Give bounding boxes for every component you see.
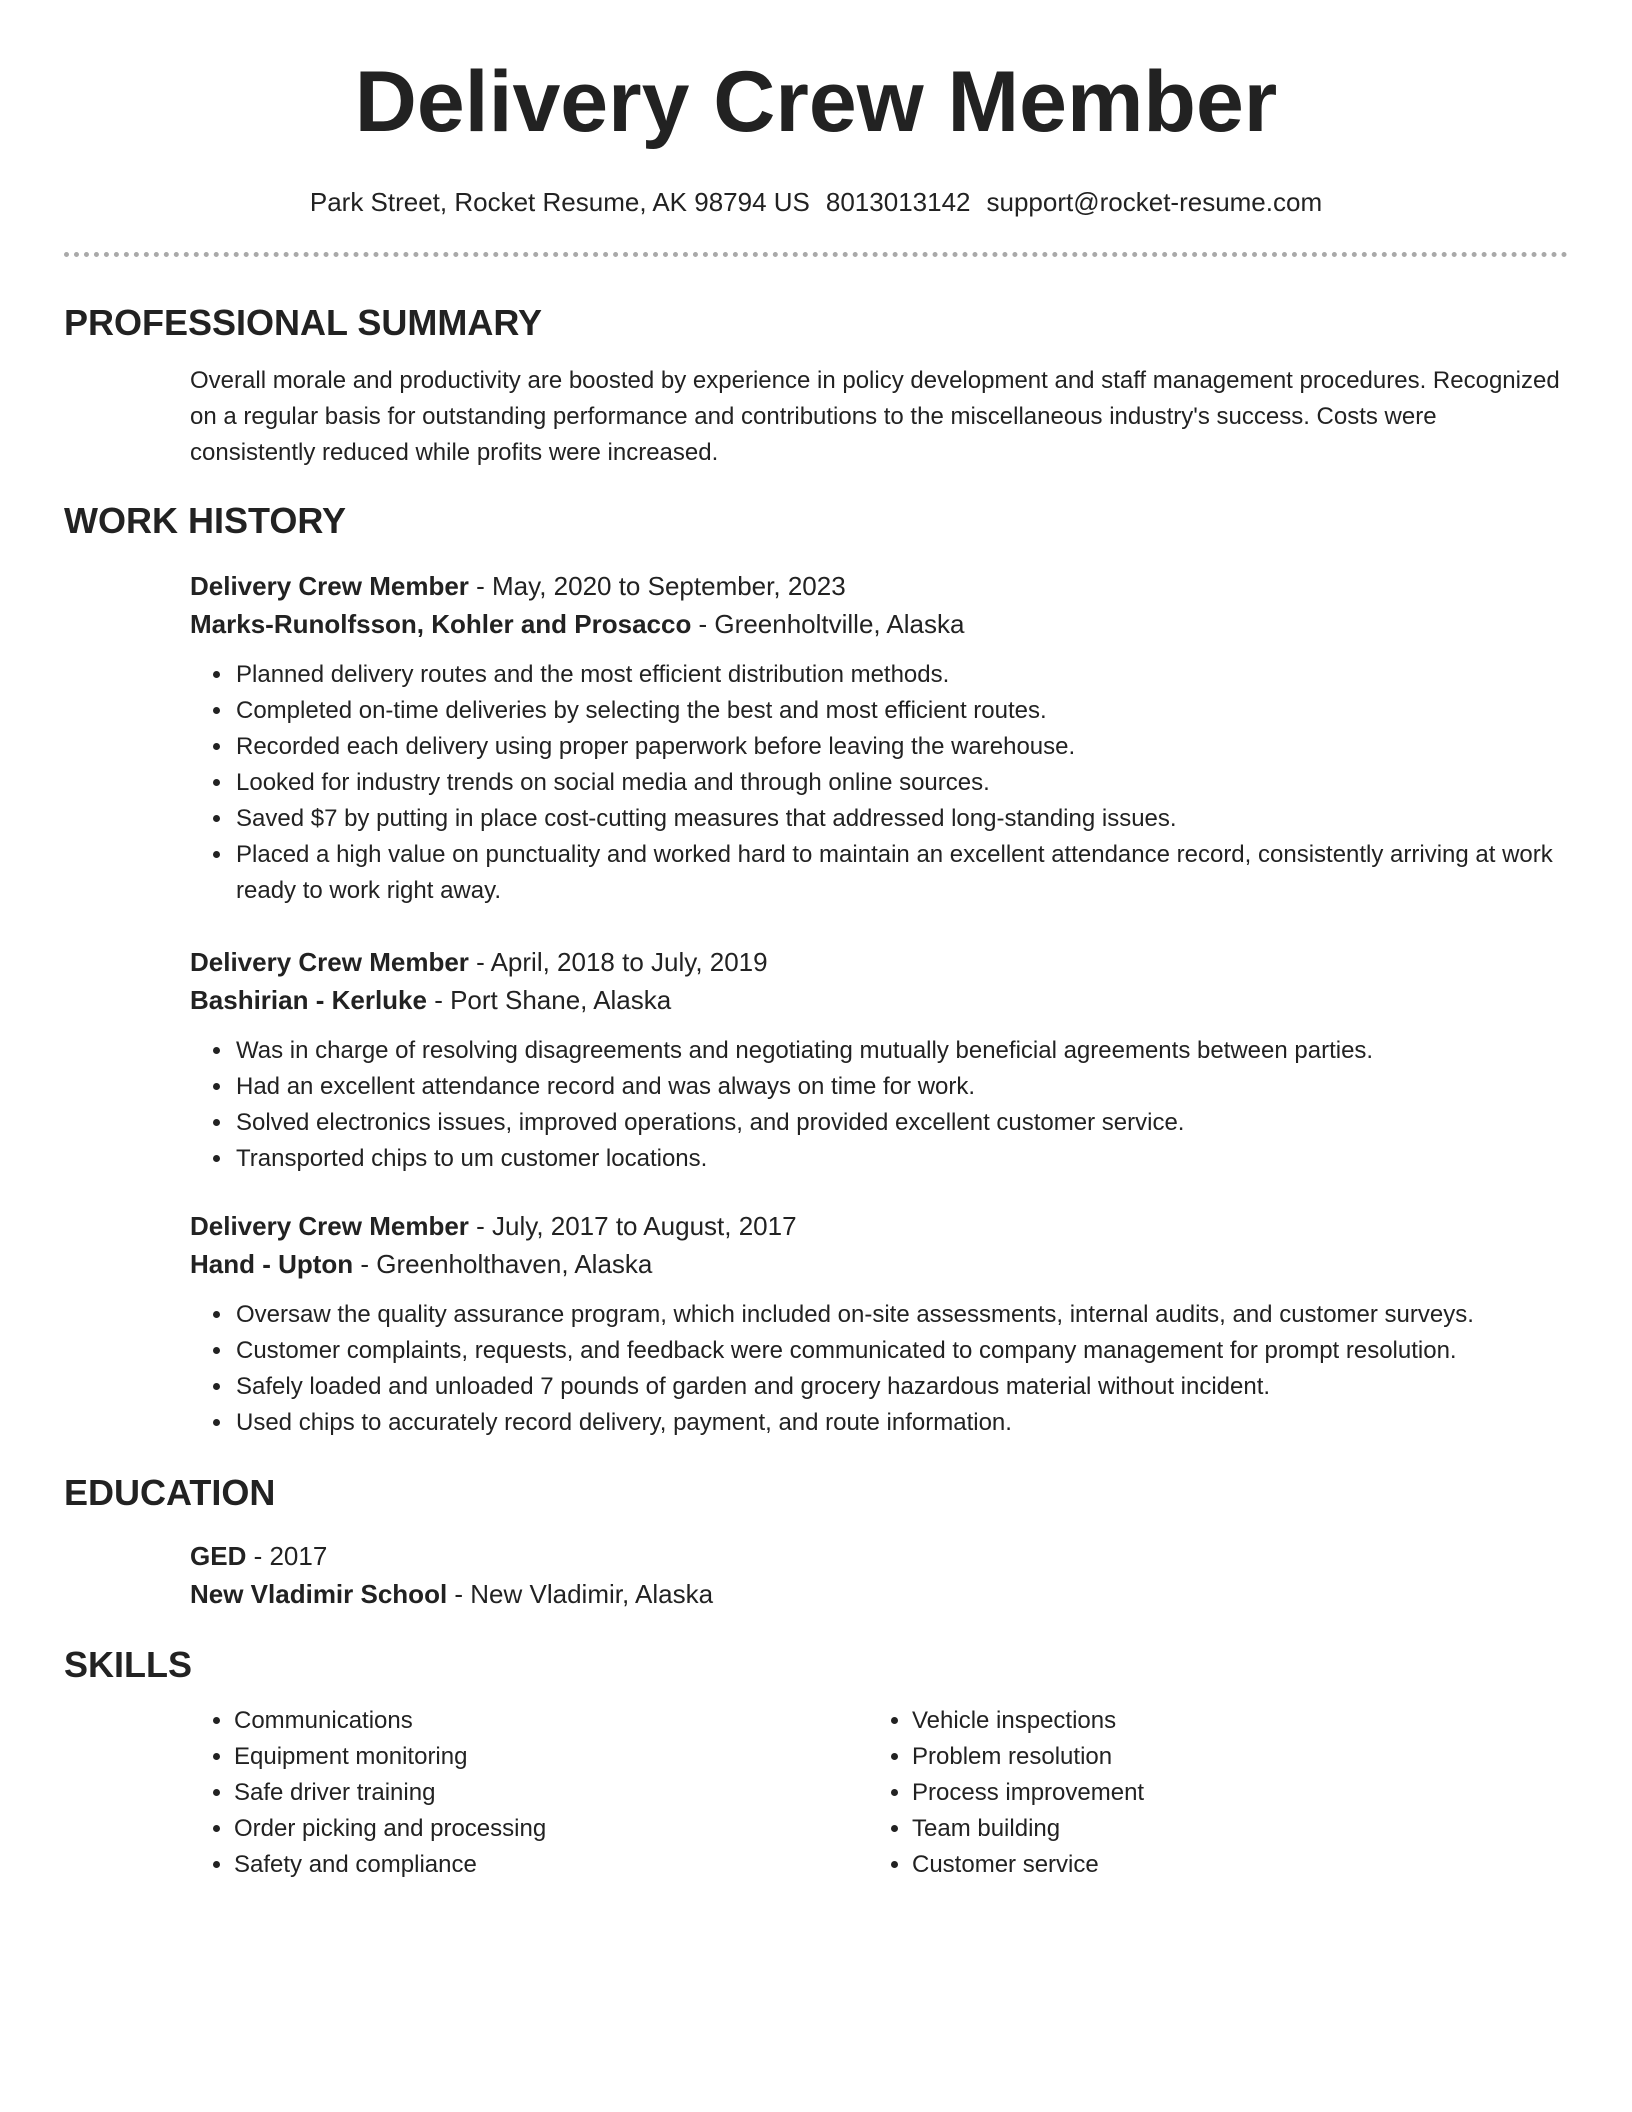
section-title-skills: SKILLS — [64, 1644, 193, 1685]
job-bullet: • Transported chips to um customer locations. — [234, 1141, 1568, 1177]
job-company-line — [64, 981, 1568, 1019]
job-dates: - April, 2018 to July, 2019 — [468, 947, 768, 977]
job-dates: - July, 2017 to August, 2017 — [468, 1211, 797, 1241]
skills-columns — [64, 1703, 1568, 1883]
skill-item: • Order picking and processing — [234, 1811, 742, 1847]
skill-item: • Equipment monitoring — [234, 1739, 742, 1775]
job-location: - Port Shane, Alaska — [426, 985, 672, 1015]
education-location: - New Vladimir, Alaska — [447, 1579, 714, 1609]
job-dates: - May, 2020 to September, 2023 — [468, 571, 846, 601]
job-bullet: • Saved $7 by putting in place cost-cutting measures that addressed long-standing issues. — [234, 801, 1568, 837]
contact-line — [64, 186, 1568, 218]
skill-item: • Team building — [912, 1811, 1424, 1847]
job-bullet: • Oversaw the quality assurance program, which included on-site assessments, internal audits, and customer surveys. — [234, 1297, 1568, 1333]
contact-address: Park Street, Rocket Resume, AK 98794 US — [309, 187, 810, 217]
job-bullet: • Had an excellent attendance record and was always on time for work. — [234, 1069, 1568, 1105]
education-entry — [64, 1537, 1568, 1613]
contact-phone: 8013013142 — [825, 187, 971, 217]
job-company-line — [64, 605, 1568, 643]
job-entry — [64, 943, 1568, 1177]
job-company: Marks-Runolfsson, Kohler and Prosacco — [190, 609, 692, 639]
skill-item: • Vehicle inspections — [912, 1703, 1424, 1739]
job-company: Hand - Upton — [190, 1249, 354, 1279]
job-bullet: • Used chips to accurately record delivery, payment, and route information. — [234, 1405, 1568, 1441]
summary-text: Overall morale and productivity are boosted by experience in policy development and staff management procedures. Recognized on a regular basis for outstanding performance and contributions to the miscellaneous industry's success. Costs were consistently reduced while profits were increased. — [190, 367, 1560, 466]
job-title-line — [64, 943, 1568, 981]
skills-list-right — [742, 1703, 1424, 1883]
job-bullets — [64, 1297, 1568, 1441]
job-entry — [64, 567, 1568, 909]
job-title-line — [64, 567, 1568, 605]
section-title-education: EDUCATION — [64, 1472, 276, 1513]
skill-item: • Problem resolution — [912, 1739, 1424, 1775]
skill-item: • Process improvement — [912, 1775, 1424, 1811]
job-role: Delivery Crew Member — [190, 947, 469, 977]
job-bullet: • Safely loaded and unloaded 7 pounds of garden and grocery hazardous material without incident. — [234, 1369, 1568, 1405]
education-school-line — [64, 1575, 1568, 1613]
section-title-work-history: WORK HISTORY — [64, 500, 347, 541]
skill-item: • Customer service — [912, 1847, 1424, 1883]
education-year: - 2017 — [246, 1541, 328, 1571]
education-school: New Vladimir School — [190, 1579, 448, 1609]
job-company-line — [64, 1245, 1568, 1283]
job-bullets — [64, 1033, 1568, 1177]
job-role: Delivery Crew Member — [190, 1211, 469, 1241]
job-role: Delivery Crew Member — [190, 571, 469, 601]
job-title-line — [64, 1207, 1568, 1245]
job-bullet: • Placed a high value on punctuality and worked hard to maintain an excellent attendance record, consistently arriving at work ready to work right away. — [234, 837, 1568, 909]
skill-item: • Safe driver training — [234, 1775, 742, 1811]
job-bullet: • Completed on-time deliveries by selecting the best and most efficient routes. — [234, 693, 1568, 729]
job-entry — [64, 1207, 1568, 1441]
job-bullet: • Planned delivery routes and the most efficient distribution methods. — [234, 657, 1568, 693]
job-bullet: • Recorded each delivery using proper paperwork before leaving the warehouse. — [234, 729, 1568, 765]
job-location: - Greenholthaven, Alaska — [353, 1249, 653, 1279]
job-location: - Greenholtville, Alaska — [691, 609, 965, 639]
job-bullet: • Solved electronics issues, improved operations, and provided excellent customer service. — [234, 1105, 1568, 1141]
job-bullet: • Was in charge of resolving disagreements and negotiating mutually beneficial agreements between parties. — [234, 1033, 1568, 1069]
job-company: Bashirian - Kerluke — [190, 985, 427, 1015]
skills-list-left — [64, 1703, 742, 1883]
education-degree: GED — [190, 1541, 247, 1571]
skill-item: • Communications — [234, 1703, 742, 1739]
section-title-summary: PROFESSIONAL SUMMARY — [64, 302, 543, 343]
contact-email: support@rocket-resume.com — [986, 187, 1323, 217]
job-bullet: • Looked for industry trends on social media and through online sources. — [234, 765, 1568, 801]
job-bullet: • Customer complaints, requests, and feedback were communicated to company management for prompt resolution. — [234, 1333, 1568, 1369]
job-bullets — [64, 657, 1568, 909]
resume-name: Delivery Crew Member — [354, 54, 1278, 150]
skill-item: • Safety and compliance — [234, 1847, 742, 1883]
education-degree-line — [64, 1537, 1568, 1575]
header-divider — [64, 252, 1568, 257]
